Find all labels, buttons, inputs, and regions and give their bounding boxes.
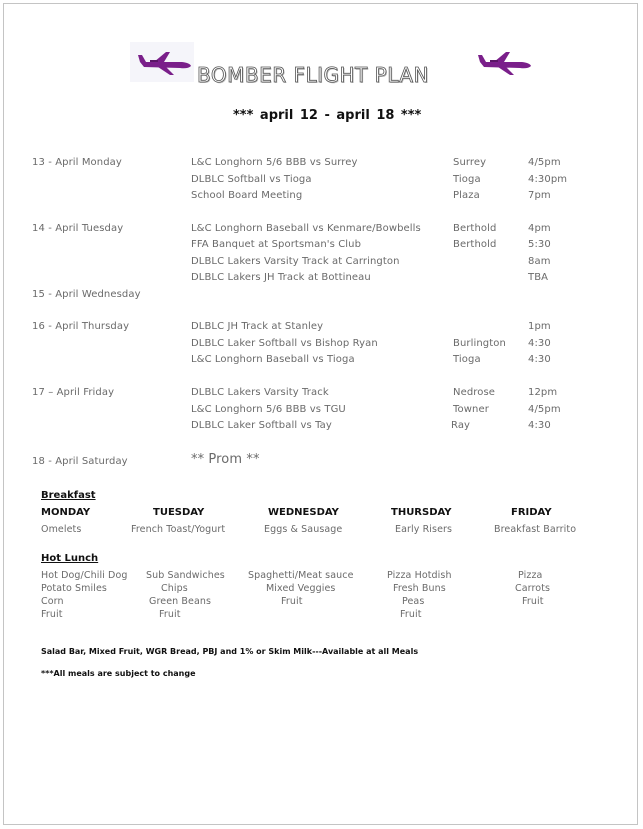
lunch-item: Potato Smiles <box>41 583 107 594</box>
event-name: L&C Longhorn Baseball vs Tioga <box>191 354 355 365</box>
event-time: 1pm <box>528 321 551 332</box>
lunch-item: Fruit <box>41 609 63 620</box>
event-time: 4/5pm <box>528 404 561 415</box>
event-location: Burlington <box>453 338 506 349</box>
breakfast-item: Early Risers <box>395 524 453 535</box>
event-name: DLBLC Lakers Varsity Track <box>191 387 329 398</box>
event-time: 5:30 <box>528 239 551 250</box>
lunch-item: Green Beans <box>149 596 212 607</box>
lunch-item: Sub Sandwiches <box>146 570 225 581</box>
event-name: School Board Meeting <box>191 190 303 201</box>
lunch-item: Pizza <box>518 570 543 581</box>
event-name: DLBLC JH Track at Stanley <box>191 321 324 332</box>
breakfast-item: French Toast/Yogurt <box>131 524 226 535</box>
event-location: Towner <box>453 404 489 415</box>
day-label: 15 - April Wednesday <box>32 289 141 300</box>
event-location: Nedrose <box>453 387 496 398</box>
event-time: 4/5pm <box>528 157 561 168</box>
event-time: 4pm <box>528 223 551 234</box>
lunch-item: Peas <box>402 596 425 607</box>
event-time: TBA <box>528 272 549 283</box>
event-name: L&C Longhorn Baseball vs Kenmare/Bowbells <box>191 223 421 234</box>
lunch-item: Carrots <box>515 583 551 594</box>
hot-lunch-heading: Hot Lunch <box>41 553 99 564</box>
menu-day-header: FRIDAY <box>511 507 552 518</box>
page-title: BOMBER FLIGHT PLAN <box>197 63 429 87</box>
breakfast-heading: Breakfast <box>41 490 96 501</box>
event-time: 4:30pm <box>528 174 568 185</box>
event-location: Tioga <box>453 354 481 365</box>
lunch-item: Spaghetti/Meat sauce <box>248 570 354 581</box>
day-label: 17 – April Friday <box>32 387 115 398</box>
lunch-item: Chips <box>161 583 188 594</box>
event-location: Tioga <box>453 174 481 185</box>
day-label: 13 - April Monday <box>32 157 122 168</box>
lunch-item: Fruit <box>522 596 544 607</box>
menu-day-header: TUESDAY <box>153 507 205 518</box>
event-name: L&C Longhorn 5/6 BBB vs TGU <box>191 404 346 415</box>
lunch-item: Hot Dog/Chili Dog <box>41 570 128 581</box>
lunch-item: Fresh Buns <box>393 583 446 594</box>
event-time: 8am <box>528 256 551 267</box>
event-location: Berthold <box>453 223 497 234</box>
disclaimer-note: ***All meals are subject to change <box>41 669 196 678</box>
event-name: DLBLC Laker Softball vs Bishop Ryan <box>191 338 378 349</box>
event-location: Ray <box>451 420 471 431</box>
lunch-item: Fruit <box>400 609 422 620</box>
lunch-item: Fruit <box>159 609 181 620</box>
lunch-item: Fruit <box>281 596 303 607</box>
event-location: Berthold <box>453 239 497 250</box>
event-name: DLBLC Laker Softball vs Tay <box>191 420 332 431</box>
event-time: 4:30 <box>528 338 551 349</box>
day-label: 18 - April Saturday <box>32 456 128 467</box>
airplane-icon-right <box>470 42 534 82</box>
airplane-icon <box>136 50 192 76</box>
event-name: FFA Banquet at Sportsman's Club <box>191 239 362 250</box>
day-label: 16 - April Thursday <box>32 321 130 332</box>
event-time: 4:30 <box>528 354 551 365</box>
salad-bar-note: Salad Bar, Mixed Fruit, WGR Bread, PBJ and 1% or Skim Milk---Available at all Meals <box>41 647 419 656</box>
event-location: Plaza <box>453 190 480 201</box>
date-range: *** april 12 - april 18 *** <box>233 108 422 123</box>
event-name: ** Prom ** <box>191 452 260 467</box>
event-time: 12pm <box>528 387 558 398</box>
lunch-item: Corn <box>41 596 64 607</box>
breakfast-item: Eggs & Sausage <box>264 524 343 535</box>
event-location: Surrey <box>453 157 487 168</box>
menu-day-header: WEDNESDAY <box>268 507 339 518</box>
event-name: DLBLC Softball vs Tioga <box>191 174 312 185</box>
event-name: L&C Longhorn 5/6 BBB vs Surrey <box>191 157 358 168</box>
airplane-icon-left <box>130 42 194 82</box>
event-time: 4:30 <box>528 420 551 431</box>
breakfast-item: Breakfast Barrito <box>494 524 577 535</box>
day-label: 14 - April Tuesday <box>32 223 124 234</box>
lunch-item: Pizza Hotdish <box>387 570 452 581</box>
breakfast-item: Omelets <box>41 524 82 535</box>
lunch-item: Mixed Veggies <box>266 583 336 594</box>
airplane-icon <box>476 50 532 76</box>
menu-day-header: THURSDAY <box>391 507 452 518</box>
event-name: DLBLC Lakers Varsity Track at Carrington <box>191 256 400 267</box>
menu-day-header: MONDAY <box>41 507 91 518</box>
event-time: 7pm <box>528 190 551 201</box>
event-name: DLBLC Lakers JH Track at Bottineau <box>191 272 371 283</box>
